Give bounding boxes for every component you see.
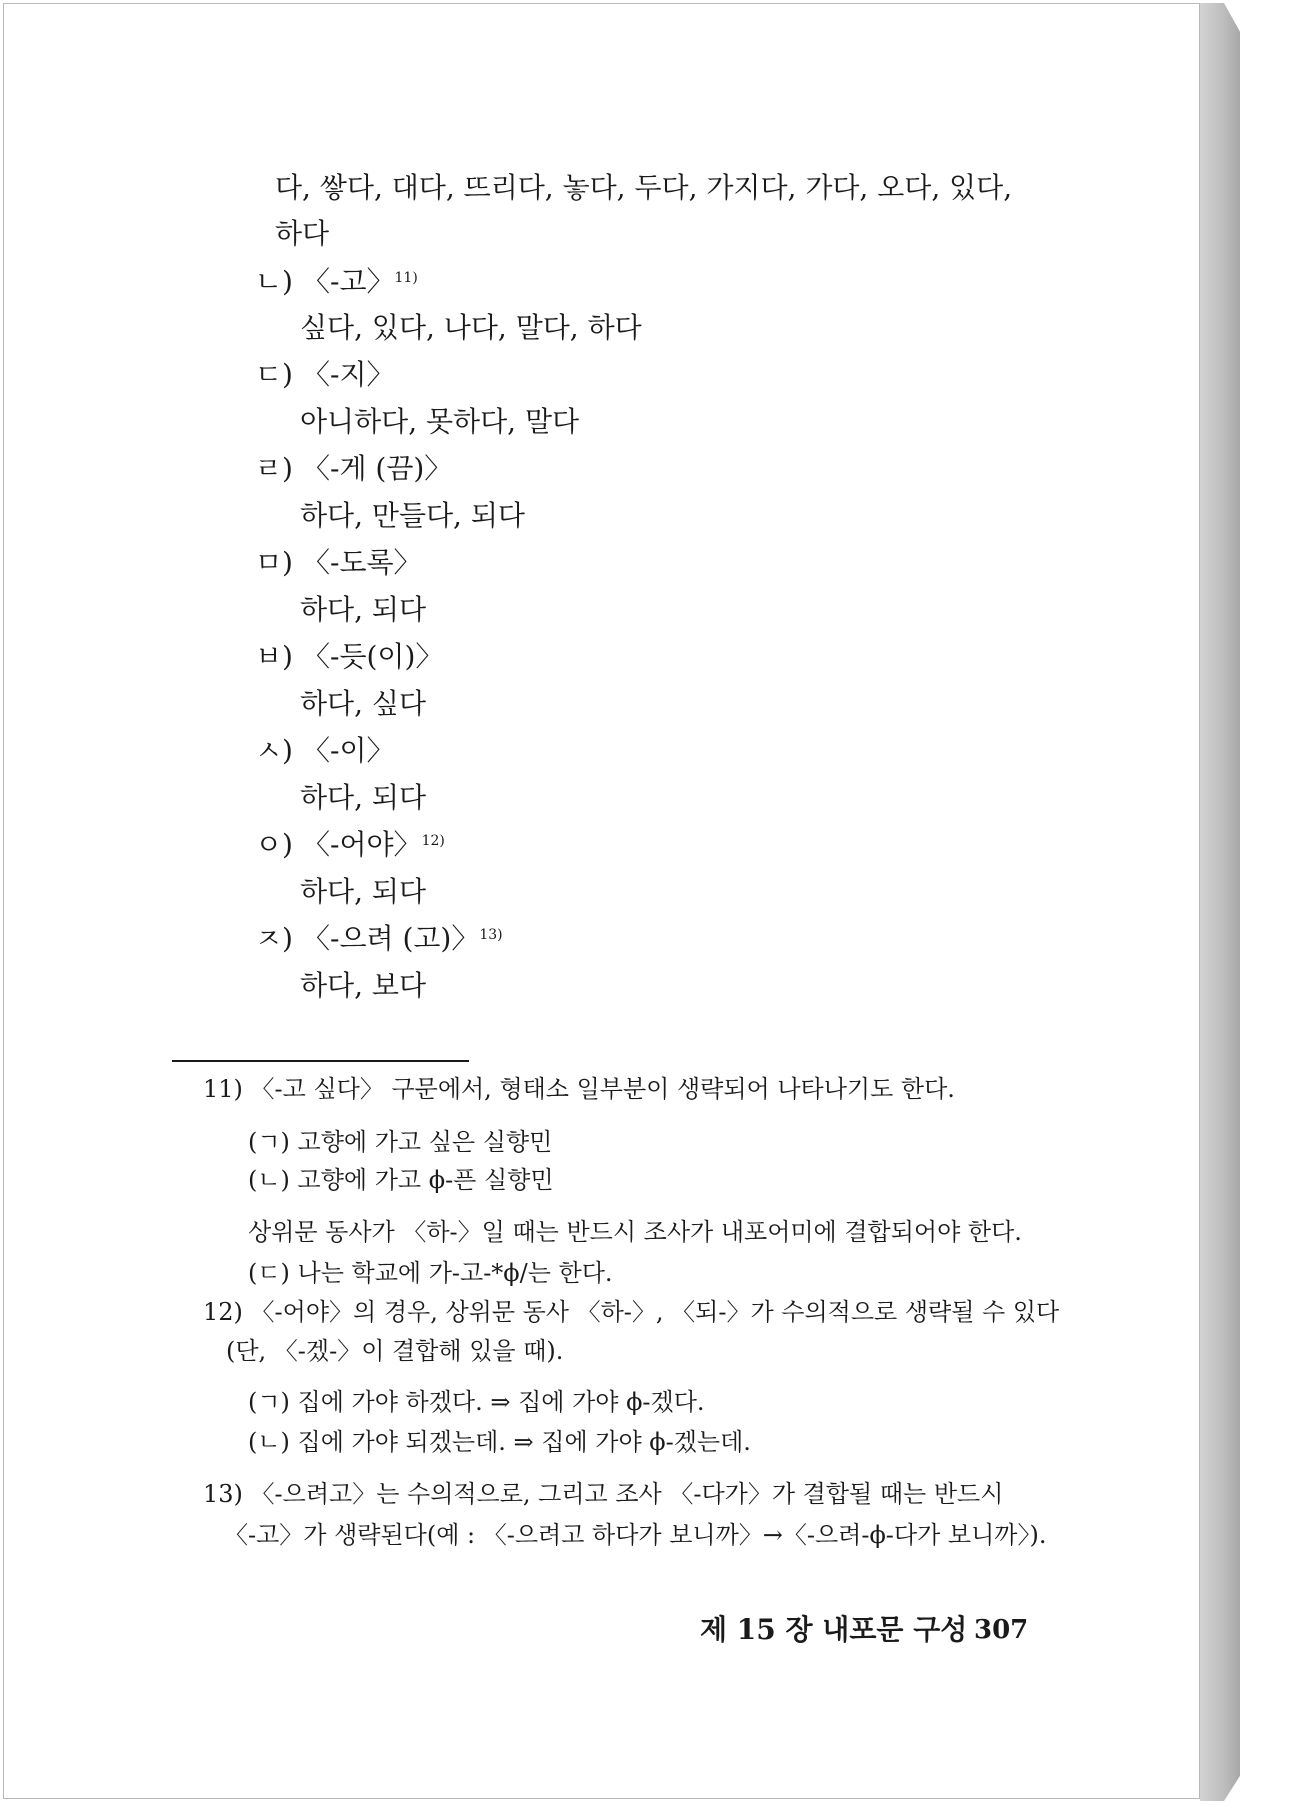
- footnote-paragraph: 상위문 동사가 〈하-〉일 때는 반드시 조사가 내포어미에 결합되어야 한다.: [248, 1218, 1022, 1246]
- chapter-title: 제 15 장 내포문 구성: [700, 1613, 968, 1646]
- footnote-example: (ㄷ) 나는 학교에 가-고-*ϕ/는 한다.: [248, 1259, 613, 1287]
- footnote-12: 12) 〈-어야〉의 경우, 상위문 동사 〈하-〉, 〈되-〉가 수의적으로 생략될 수 있다: [203, 1298, 1060, 1326]
- list-continuation-line-1: 다, 쌓다, 대다, 뜨리다, 놓다, 두다, 가지다, 가다, 오다, 있다,: [275, 171, 1013, 204]
- footnote-ref: 12): [421, 833, 445, 849]
- list-item-marker: ㅇ): [255, 828, 293, 861]
- footnote-example: (ㄱ) 집에 가야 하겠다. ⇒ 집에 가야 ϕ-겠다.: [248, 1388, 705, 1416]
- list-item-verbs: 하다, 보다: [300, 969, 426, 1002]
- list-item-ending: 〈-듯(이)〉: [302, 640, 444, 673]
- list-item-ending: 〈-이〉: [302, 734, 395, 767]
- footnote-example: (ㄴ) 집에 가야 되겠는데. ⇒ 집에 가야 ϕ-겠는데.: [248, 1428, 751, 1456]
- list-item-verbs: 아니하다, 못하다, 말다: [300, 405, 580, 438]
- list-item-verbs: 하다, 되다: [300, 875, 426, 908]
- list-item-marker: ㅁ): [255, 546, 293, 579]
- footnote-13: 13) 〈-으려고〉는 수의적으로, 그리고 조사 〈-다가〉가 결합될 때는 반드시: [203, 1480, 1004, 1508]
- footnote-separator: [172, 1060, 469, 1062]
- list-item-verbs: 싶다, 있다, 나다, 말다, 하다: [300, 311, 642, 344]
- list-continuation-line-2: 하다: [275, 217, 330, 250]
- list-item-ending: 〈-어야〉$^{12)}$: [302, 828, 445, 861]
- list-item-ending: 〈-으려 (고)〉$^{13)}$: [302, 922, 503, 955]
- list-item-marker: ㅂ): [255, 640, 293, 673]
- list-item-ending: 〈-고〉$^{11)}$: [302, 265, 418, 298]
- list-item-verbs: 하다, 만들다, 되다: [300, 499, 525, 532]
- footnote-ref: 13): [479, 927, 503, 943]
- list-item-verbs: 하다, 되다: [300, 781, 426, 814]
- list-item-ending: 〈-지〉: [302, 358, 395, 391]
- footnote-13-continuation: 〈-고〉가 생략된다(예 : 〈-으려고 하다가 보니까〉→〈-으려-ϕ-다가 보니까〉).: [224, 1521, 1047, 1549]
- list-item-verbs: 하다, 되다: [300, 593, 426, 626]
- list-item-marker: ㄹ): [255, 452, 293, 485]
- list-item-marker: ㅈ): [255, 922, 293, 955]
- list-item-ending: 〈-게 (끔)〉: [302, 452, 453, 485]
- list-item-marker: ㄴ): [255, 265, 293, 298]
- footnote-12-continuation: (단, 〈-겠-〉이 결합해 있을 때).: [226, 1337, 564, 1365]
- footnote-example: (ㄴ) 고향에 가고 ϕ-픈 실향민: [248, 1166, 554, 1194]
- footnote-11: 11) 〈-고 싶다〉 구문에서, 형태소 일부분이 생략되어 나타나기도 한다.: [203, 1075, 955, 1103]
- page-number: 307: [974, 1615, 1029, 1645]
- list-item-marker: ㅅ): [255, 734, 293, 767]
- book-spine: [1200, 3, 1240, 1801]
- list-item-marker: ㄷ): [255, 358, 293, 391]
- footnote-ref: 11): [394, 270, 418, 286]
- footnote-example: (ㄱ) 고향에 가고 싶은 실향민: [248, 1128, 553, 1156]
- list-item-verbs: 하다, 싶다: [300, 687, 426, 720]
- list-item-ending: 〈-도록〉: [302, 546, 422, 579]
